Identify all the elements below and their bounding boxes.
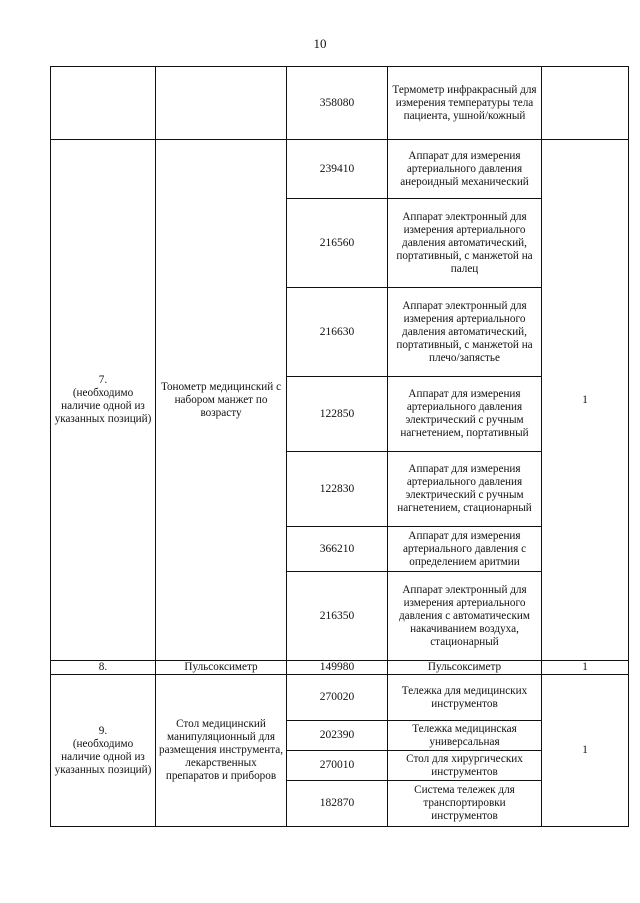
item-code: 366210 bbox=[287, 527, 388, 572]
item-description: Термометр инфракрасный для измерения температуры тела пациента, ушной/кожный bbox=[388, 67, 542, 140]
item-code: 122830 bbox=[287, 452, 388, 527]
item-code: 239410 bbox=[287, 140, 388, 199]
item-description: Аппарат для измерения артериального давления анероидный механический bbox=[388, 140, 542, 199]
table-row bbox=[51, 661, 629, 675]
row-number-cell bbox=[51, 140, 156, 661]
item-code: 202390 bbox=[287, 721, 388, 751]
item-description: Пульсоксиметр bbox=[388, 661, 542, 675]
item-code: 270010 bbox=[287, 751, 388, 781]
equipment-table bbox=[50, 66, 629, 827]
table-row bbox=[51, 675, 629, 721]
item-code: 358080 bbox=[287, 67, 388, 140]
row-number: 7. bbox=[98, 374, 108, 386]
item-name: Тонометр медицинский с набором манжет по возрасту bbox=[156, 140, 287, 661]
table-row bbox=[51, 140, 629, 199]
item-description: Аппарат для измерения артериального давления электрический с ручным нагнетением, портативный bbox=[388, 377, 542, 452]
row-number-cell bbox=[51, 675, 156, 827]
item-description: Аппарат для измерения артериального давления электрический с ручным нагнетением, стационарный bbox=[388, 452, 542, 527]
item-description: Аппарат электронный для измерения артериального давления с автоматическим накачиванием воздуха, стационарный bbox=[388, 572, 542, 661]
row-number: 8. bbox=[51, 661, 156, 675]
item-code: 122850 bbox=[287, 377, 388, 452]
item-description: Система тележек для транспортировки инструментов bbox=[388, 781, 542, 827]
item-name-cell bbox=[156, 67, 287, 140]
quantity: 1 bbox=[542, 661, 629, 675]
item-code: 216350 bbox=[287, 572, 388, 661]
item-description: Аппарат электронный для измерения артериального давления автоматический, портативный, с манжетой на палец bbox=[388, 199, 542, 288]
row-note: (необходимо наличие одной из указанных позиций) bbox=[54, 737, 152, 776]
item-code: 216560 bbox=[287, 199, 388, 288]
quantity: 1 bbox=[542, 140, 629, 661]
row-number-cell bbox=[51, 67, 156, 140]
item-code: 216630 bbox=[287, 288, 388, 377]
item-name: Стол медицинский манипуляционный для размещения инструмента, лекарственных препаратов и приборов bbox=[156, 675, 287, 827]
item-description: Тележка для медицинских инструментов bbox=[388, 675, 542, 721]
item-description: Аппарат электронный для измерения артериального давления автоматический, портативный, с манжетой на плечо/запястье bbox=[388, 288, 542, 377]
item-name: Пульсоксиметр bbox=[156, 661, 287, 675]
quantity-cell bbox=[542, 67, 629, 140]
item-description: Аппарат для измерения артериального давления с определением аритмии bbox=[388, 527, 542, 572]
item-code: 270020 bbox=[287, 675, 388, 721]
item-code: 182870 bbox=[287, 781, 388, 827]
page-number: 10 bbox=[313, 36, 327, 51]
quantity: 1 bbox=[542, 675, 629, 827]
row-number: 9. bbox=[98, 724, 108, 737]
table-row bbox=[51, 67, 629, 140]
row-note: (необходимо наличие одной из указанных позиций) bbox=[54, 387, 152, 425]
item-description: Тележка медицинская универсальная bbox=[388, 721, 542, 751]
item-description: Стол для хирургических инструментов bbox=[388, 751, 542, 781]
item-code: 149980 bbox=[287, 661, 388, 675]
